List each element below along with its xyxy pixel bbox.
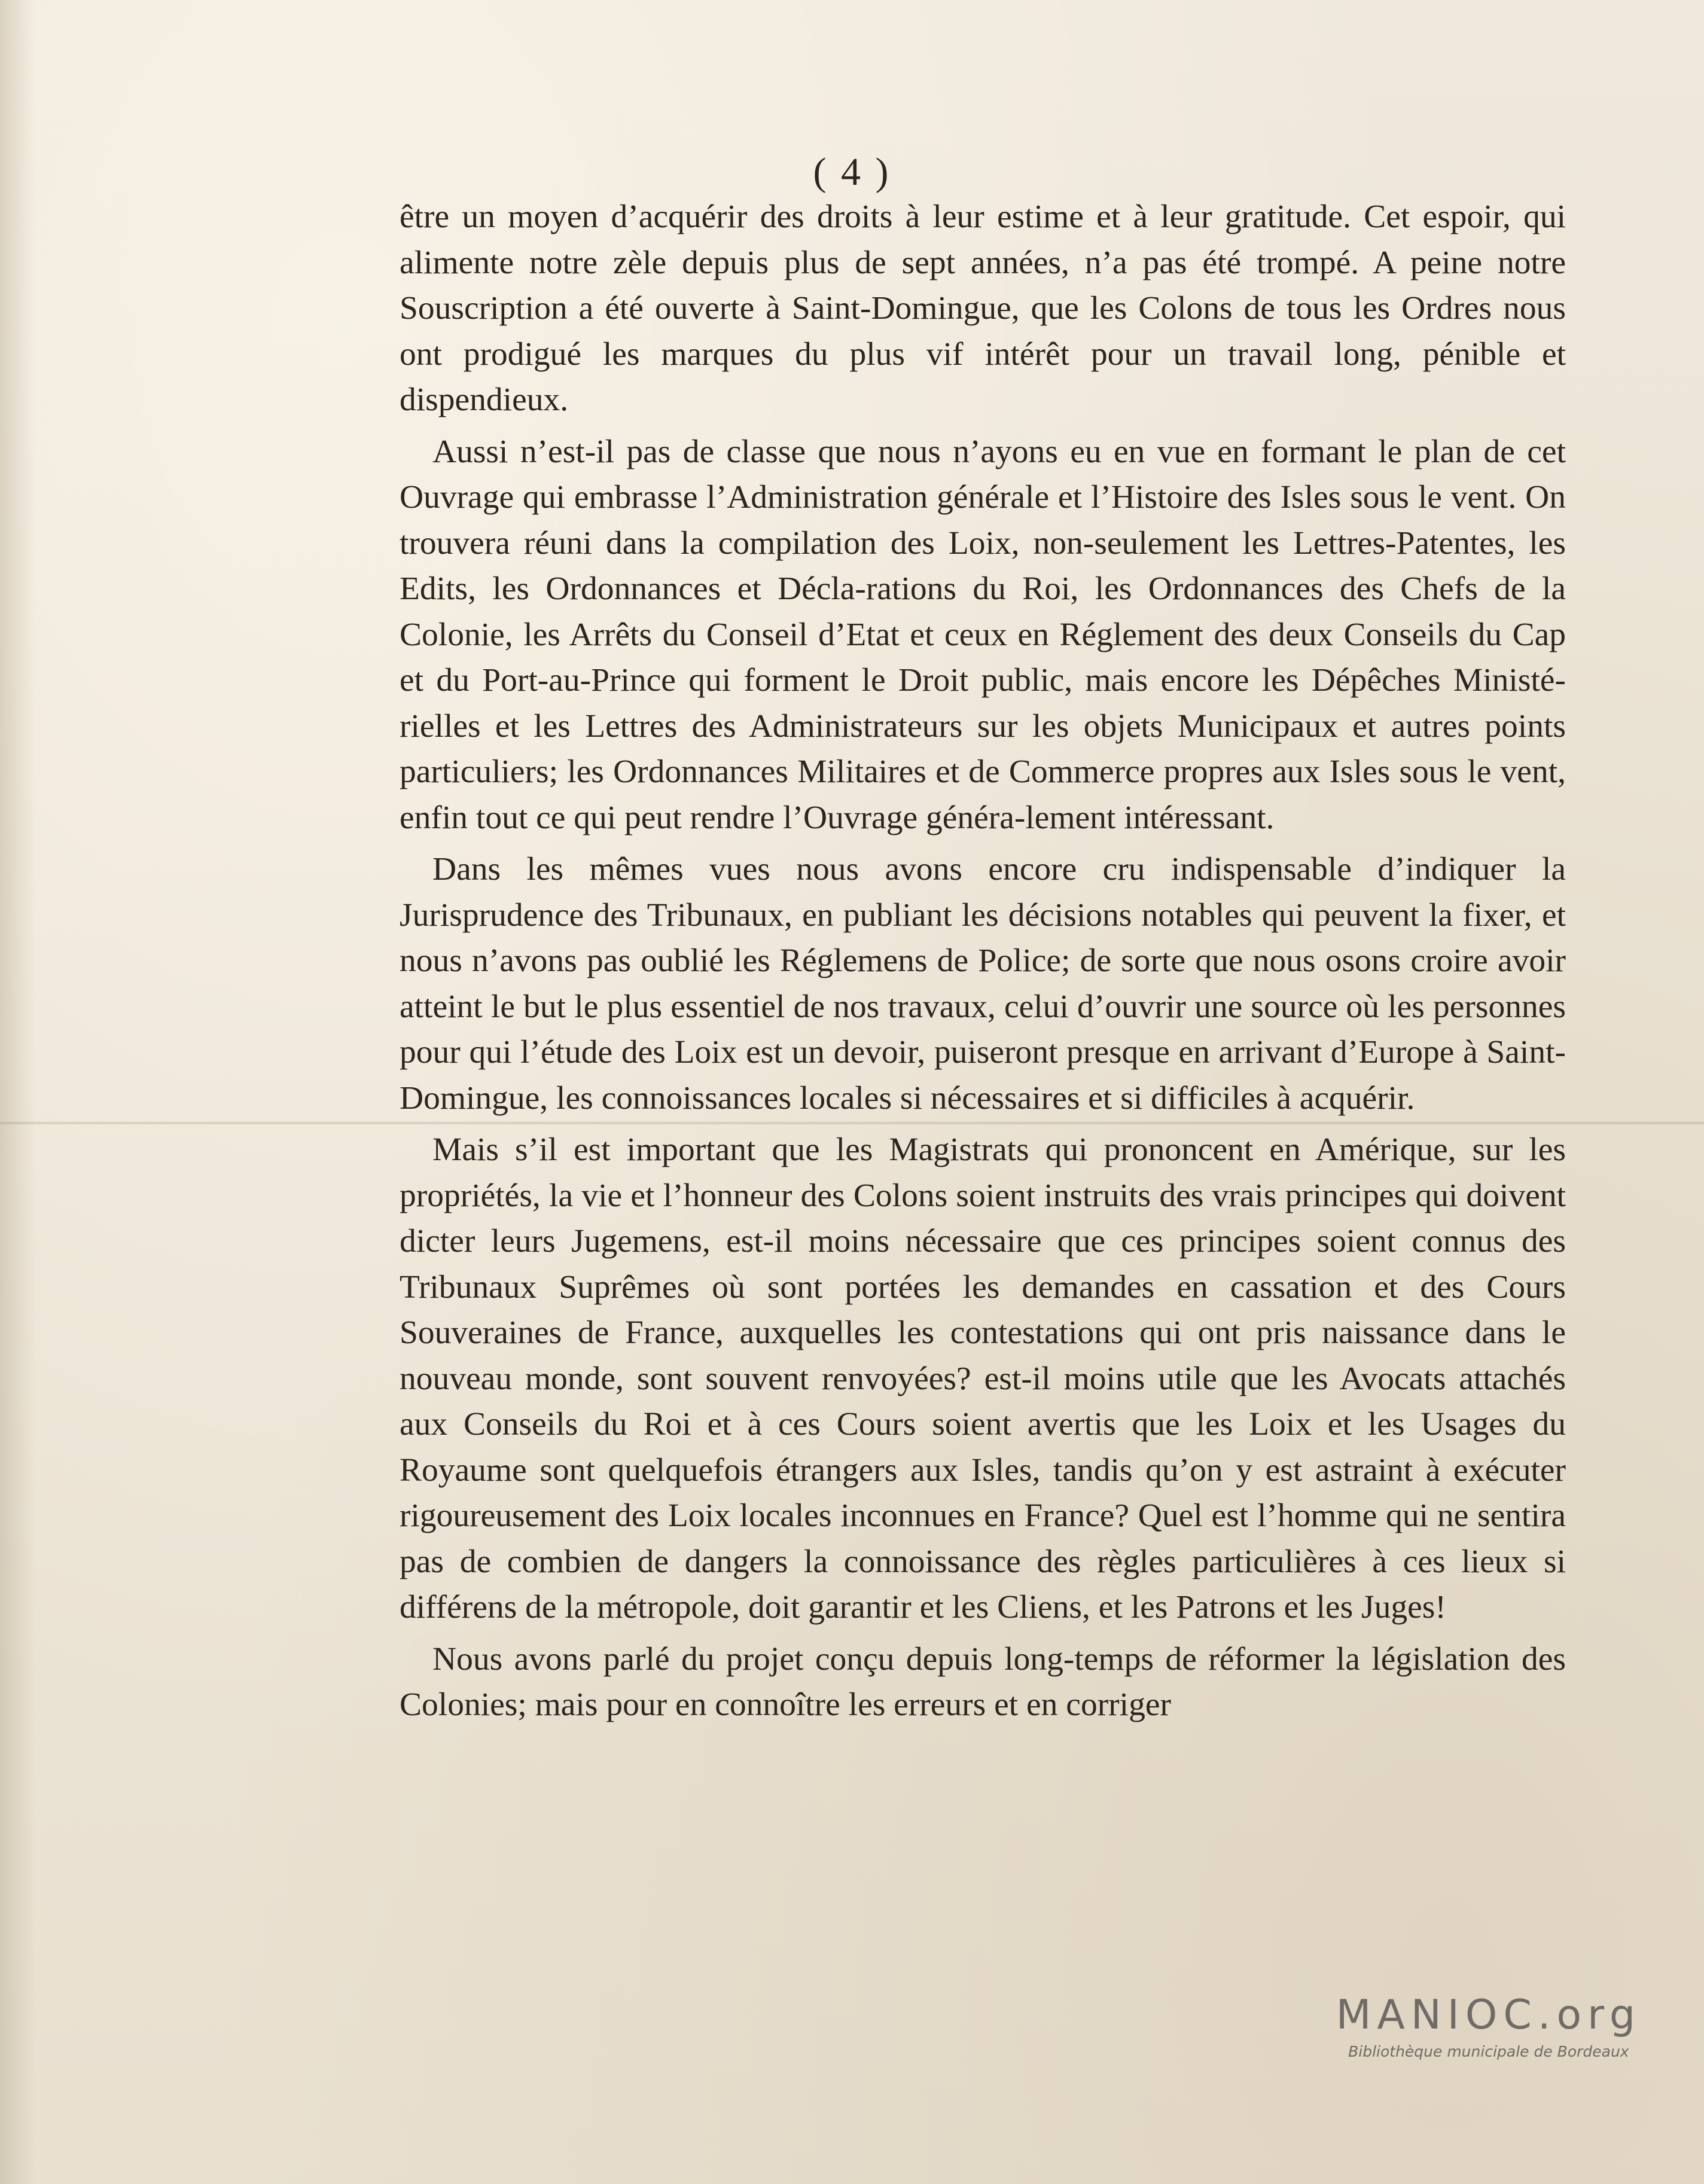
watermark-subtitle: Bibliothèque municipale de Bordeaux — [1348, 2043, 1629, 2060]
paragraph-1: être un moyen d’acquérir des droits à leur estime et à leur gratitude. Cet espoir, qui alimente notre zèle depuis plus de sept années, n’a pas été trompé. A peine notre Souscription a été ouverte à Saint-Domingue, que les Colons de tous les Ordres nous ont prodigué les marques du plus vif intérêt pour un travail long, pénible et dispendieux. — [400, 199, 1566, 418]
manioc-watermark — [1336, 1991, 1641, 2060]
paragraph-5: Nous avons parlé du projet conçu depuis long-temps de réformer la législation des Colonies; mais pour en connoître les erreurs et en corriger — [400, 1640, 1566, 1723]
page-binding-shadow — [0, 0, 36, 2184]
page-number: ( 4 ) — [813, 150, 891, 194]
body-text — [400, 194, 1566, 1734]
watermark-logo: MANIOC.org — [1336, 1991, 1641, 2039]
paragraph-2: Aussi n’est-il pas de classe que nous n’ayons eu en vue en formant le plan de cet Ouvrage qui embrasse l’Administration générale et l’Histoire des Isles sous le vent. On trouvera réuni dans la compilation des Loix, non-seulement les Lettres-Patentes, les Edits, les Ordonnances et Décla-rations du Roi, les Ordonnances des Chefs de la Colonie, les Arrêts du Conseil d’Etat et ceux en Réglement des deux Conseils du Cap et du Port-au-Prince qui forment le Droit public, mais encore les Dépêches Ministé-rielles et les Lettres des Administrateurs sur les objets Municipaux et autres points particuliers; les Ordonnances Militaires et de Commerce propres aux Isles sous le vent, enfin tout ce qui peut rendre l’Ouvrage généra-lement intéressant. — [400, 433, 1566, 836]
paragraph-3: Dans les mêmes vues nous avons encore cru indispensable d’indiquer la Jurisprudence des Tribunaux, en publiant les décisions notables qui peuvent la fixer, et nous n’avons pas oublié les Réglemens de Police; de sorte que nous osons croire avoir atteint le but le plus essentiel de nos travaux, celui d’ouvrir une source où les personnes pour qui l’étude des Loix est un devoir, puiseront presque en arrivant d’Europe à Saint-Domingue, les connoissances locales si nécessaires et si difficiles à acquérir. — [400, 851, 1566, 1117]
paragraph-4: Mais s’il est important que les Magistrats qui prononcent en Amérique, sur les propriétés, la vie et l’honneur des Colons soient instruits des vrais principes qui doivent dicter leurs Jugemens, est-il moins nécessaire que ces principes soient connus des Tribunaux Suprêmes où sont portées les demandes en cassation et des Cours Souveraines de France, auxquelles les contestations qui ont pris naissance dans le nouveau monde, sont souvent renvoyées? est-il moins utile que les Avocats attachés aux Conseils du Roi et à ces Cours soient avertis que les Loix et les Usages du Royaume sont quelquefois étrangers aux Isles, tandis qu’on y est astraint à exécuter rigoureusement des Loix locales inconnues en France? Quel est l’homme qui ne sentira pas de combien de dangers la connoissance des règles particulières à ces lieux si différens de la métropole, doit garantir et les Cliens, et les Patrons et les Juges! — [400, 1131, 1566, 1625]
